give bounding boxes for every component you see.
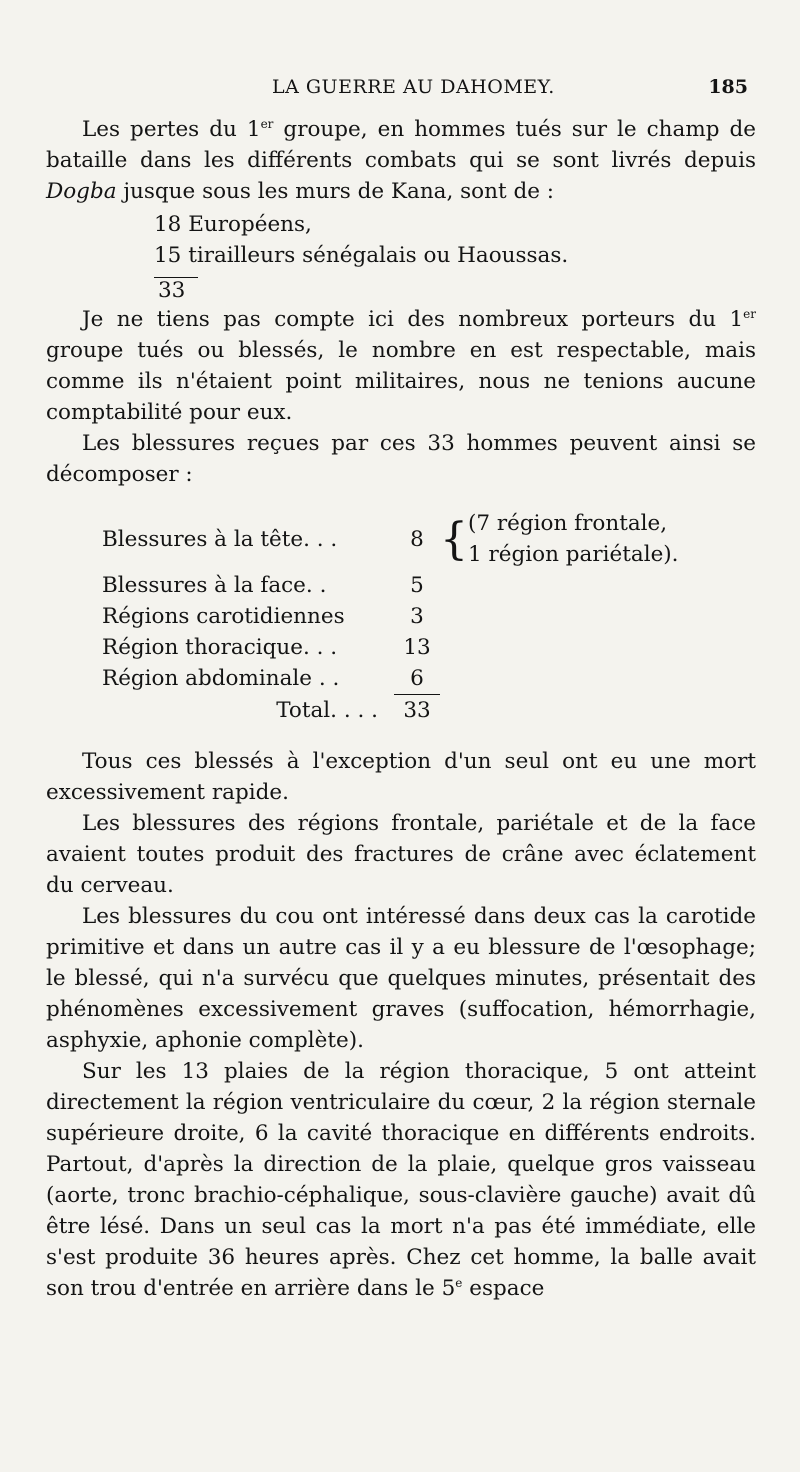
text-run: Je ne tiens pas compte ici des nombreux porteurs du 1 xyxy=(82,307,744,332)
losses-list xyxy=(154,209,756,271)
wounds-row-abdominal xyxy=(102,663,679,695)
text-run: espace xyxy=(462,1276,545,1301)
spacer xyxy=(46,732,756,746)
paragraph-porters xyxy=(46,304,756,428)
page-header xyxy=(46,76,756,106)
wounds-total-value: 33 xyxy=(394,695,440,727)
superscript: er xyxy=(260,116,274,131)
wounds-row-carotid xyxy=(102,601,679,632)
head-detail-frontal: (7 région frontale, xyxy=(468,511,668,536)
paragraph-skull-fractures: Les blessures des régions frontale, pariétale et de la face avaient toutes produit des fractures de crâne avec éclatement du cerveau. xyxy=(46,811,756,898)
wounds-value: 13 xyxy=(403,635,431,660)
page-body xyxy=(46,114,756,1304)
wounds-row-head xyxy=(102,508,679,539)
losses-item-tirailleurs: 15 tirailleurs sénégalais ou Haoussas. xyxy=(154,243,569,268)
superscript: er xyxy=(743,306,756,321)
losses-item-europeans: 18 Européens, xyxy=(154,212,312,237)
paragraph-losses-intro xyxy=(46,114,756,207)
wounds-value: 6 xyxy=(410,666,424,691)
paragraph-thoracic-wounds xyxy=(46,1056,756,1304)
wounds-row-total xyxy=(102,695,679,727)
text-run: Les pertes du 1 xyxy=(82,117,261,142)
head-detail-parietal: 1 région pariétale). xyxy=(468,542,679,567)
wounds-total-label: Total. . . . xyxy=(276,697,378,723)
losses-total: 33 xyxy=(158,278,186,303)
wounds-label: Régions carotidiennes xyxy=(102,604,345,629)
text-run: jusque sous les murs de Kana, sont de : xyxy=(116,179,555,204)
paragraph-wounds-intro: Les blessures reçues par ces 33 hommes peuvent ainsi se décomposer : xyxy=(46,431,756,487)
wounds-value: 5 xyxy=(410,573,424,598)
page-number: 185 xyxy=(708,76,748,98)
wounds-label: Région abdominale . . xyxy=(102,666,340,692)
wounds-value: 8 xyxy=(410,526,424,552)
text-run: Sur les 13 plaies de la région thoracique, 5 ont atteint directement la région ventriculaire du cœur, 2 la région sternale supérieure droite, 6 la cavité thoracique en différents endroits. Partout, d'après la direction de la plaie, quelque gros vaisseau (aorte, tronc brachio-céphalique, sous-clavière gauche) avait dû être lésé. Dans un seul cas la mort n'a pas été immédiate, elle s'est produite 36 heures après. Chez cet homme, la balle avait son trou d'entrée en arrière dans le 5 xyxy=(46,1059,756,1301)
wounds-label: Région thoracique. . . xyxy=(102,635,338,660)
text-run: groupe, en hommes tués sur le champ de bataille dans les différents combats qui se sont livrés depuis xyxy=(46,117,756,173)
wounds-row-thoracic xyxy=(102,632,679,663)
running-title: LA GUERRE AU DAHOMEY. xyxy=(272,76,555,98)
superscript: e xyxy=(455,1275,463,1290)
paragraph-neck-wounds: Les blessures du cou ont intéressé dans deux cas la carotide primitive et dans un autre cas il y a eu blessure de l'œsophage; le blessé, qui n'a survécu que quelques minutes, présentait des phénomènes excessivement graves (suffocation, hémorrhagie, asphyxie, aphonie complète). xyxy=(46,904,756,1053)
wounds-table xyxy=(102,508,679,726)
wounds-label: Blessures à la tête. . . xyxy=(102,526,338,552)
brace: { xyxy=(440,513,468,565)
wounds-label: Blessures à la face. . xyxy=(102,573,327,598)
place-name: Dogba xyxy=(46,179,117,204)
text-run: groupe tués ou blessés, le nombre en est respectable, mais comme ils n'étaient point militaires, nous ne tenions aucune comptabilité pour eux. xyxy=(46,338,756,425)
paragraph-rapid-death: Tous ces blessés à l'exception d'un seul ont eu une mort excessivement rapide. xyxy=(46,749,756,805)
wounds-value: 3 xyxy=(410,604,424,629)
wounds-row-face xyxy=(102,570,679,601)
